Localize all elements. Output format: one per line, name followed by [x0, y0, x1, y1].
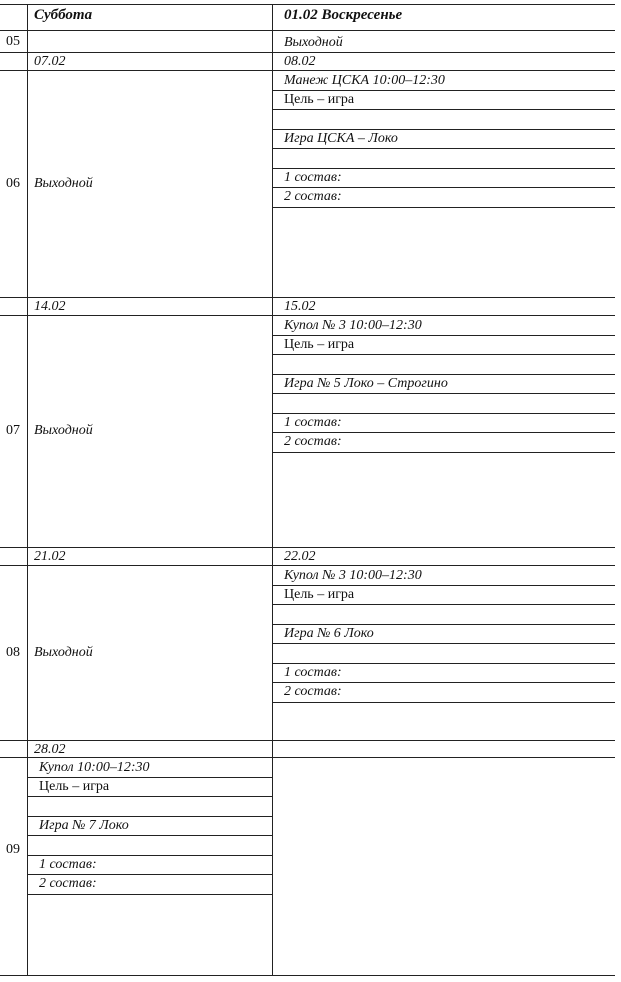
- day-off-label: Выходной: [34, 175, 93, 191]
- lineup-2-label: 2 состав:: [39, 876, 97, 891]
- lineup-1-label: 1 состав:: [39, 857, 97, 872]
- row-divider: [272, 168, 615, 169]
- saturday-date: 07.02: [34, 54, 66, 69]
- row-divider: [272, 354, 615, 355]
- game-label: Игра № 5 Локо – Строгино: [284, 376, 448, 391]
- row-divider: [0, 297, 615, 298]
- lineup-2-label: 2 состав:: [284, 189, 342, 204]
- row-divider: [272, 585, 615, 586]
- row-divider: [0, 565, 615, 566]
- row-divider: [272, 90, 615, 91]
- row-divider: [272, 452, 615, 453]
- row-divider: [272, 702, 615, 703]
- column-divider: [27, 4, 28, 976]
- row-divider: [0, 315, 615, 316]
- row-divider: [272, 187, 615, 188]
- game-label: Игра № 7 Локо: [39, 818, 129, 833]
- saturday-date: 28.02: [34, 742, 66, 757]
- row-divider: [0, 30, 615, 31]
- day-off-label: Выходной: [34, 423, 93, 438]
- goal-label: Цель – игра: [284, 92, 355, 107]
- saturday-date: 14.02: [34, 299, 66, 314]
- row-divider: [27, 874, 272, 875]
- venue-time: Купол № 3 10:00–12:30: [284, 318, 422, 333]
- row-divider: [27, 816, 272, 817]
- row-divider: [27, 835, 272, 836]
- row-divider: [272, 624, 615, 625]
- row-divider: [272, 432, 615, 433]
- column-divider: [272, 4, 273, 976]
- lineup-2-label: 2 состав:: [284, 684, 342, 699]
- row-divider: [272, 604, 615, 605]
- day-off-label: Выходной: [284, 35, 343, 50]
- row-divider: [272, 663, 615, 664]
- row-divider: [272, 393, 615, 394]
- row-divider: [0, 757, 615, 758]
- week-number: 06: [6, 175, 20, 191]
- goal-label: Цель – игра: [284, 587, 355, 602]
- lineup-2-label: 2 состав:: [284, 434, 342, 449]
- venue-time: Купол № 3 10:00–12:30: [284, 568, 422, 583]
- header-sunday: 01.02 Воскресенье: [284, 7, 403, 23]
- goal-label: Цель – игра: [39, 779, 110, 794]
- goal-label: Цель – игра: [284, 337, 355, 352]
- venue-time: Купол 10:00–12:30: [39, 760, 150, 775]
- row-divider: [27, 777, 272, 778]
- row-divider: [0, 975, 615, 976]
- row-divider: [27, 796, 272, 797]
- week-number: 08: [6, 644, 20, 660]
- row-divider: [0, 740, 615, 741]
- row-divider: [0, 4, 615, 5]
- game-label: Игра ЦСКА – Локо: [284, 131, 398, 146]
- row-divider: [272, 207, 615, 208]
- row-divider: [0, 52, 615, 53]
- sunday-date: 15.02: [284, 299, 316, 314]
- week-number: 09: [6, 842, 20, 857]
- header-saturday: Суббота: [34, 7, 93, 23]
- lineup-1-label: 1 состав:: [284, 665, 342, 680]
- row-divider: [27, 894, 272, 895]
- row-divider: [272, 129, 615, 130]
- lineup-1-label: 1 состав:: [284, 170, 342, 185]
- week-number: 07: [6, 423, 20, 438]
- row-divider: [272, 413, 615, 414]
- week-number: 05: [6, 34, 20, 49]
- row-divider: [0, 70, 615, 71]
- row-divider: [272, 148, 615, 149]
- row-divider: [272, 682, 615, 683]
- row-divider: [27, 855, 272, 856]
- lineup-1-label: 1 состав:: [284, 415, 342, 430]
- row-divider: [0, 547, 615, 548]
- row-divider: [272, 109, 615, 110]
- game-label: Игра № 6 Локо: [284, 626, 374, 641]
- row-divider: [272, 374, 615, 375]
- row-divider: [272, 335, 615, 336]
- venue-time: Манеж ЦСКА 10:00–12:30: [284, 73, 445, 88]
- row-divider: [272, 643, 615, 644]
- sunday-date: 08.02: [284, 54, 316, 69]
- day-off-label: Выходной: [34, 644, 93, 660]
- sunday-date: 22.02: [284, 549, 316, 564]
- saturday-date: 21.02: [34, 549, 66, 564]
